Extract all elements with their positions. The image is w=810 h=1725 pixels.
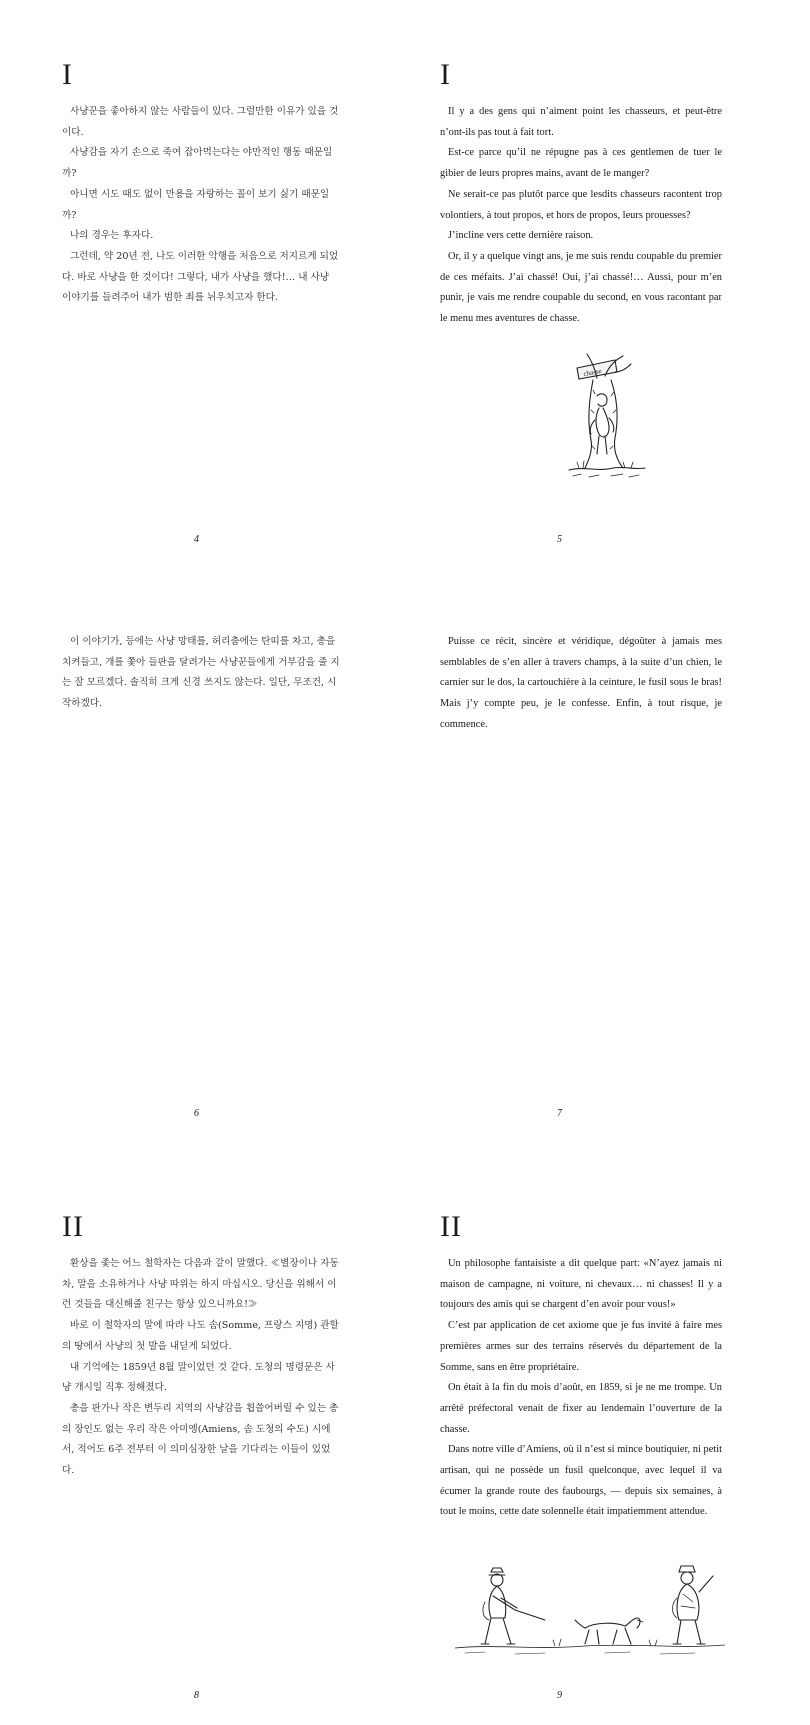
chapter-heading: II	[440, 1210, 462, 1243]
paragraph: On était à la fin du mois d’août, en 1859, si je ne me trompe. Un arrêté préfectoral venait de fixer au lendemain l’ouverture de la chasse.	[440, 1382, 722, 1435]
paragraph: J’incline vers cette dernière raison.	[448, 230, 594, 242]
paragraph: 나의 경우는 후자다.	[70, 230, 154, 242]
page-number: 5	[557, 534, 562, 545]
page-5	[405, 0, 810, 575]
paragraph: Est-ce parce qu’il ne répugne pas à ces gentlemen de tuer le gibier de leurs propres mains, avant de le manger?	[440, 147, 722, 180]
page-number: 9	[557, 1690, 562, 1701]
paragraph: C’est par application de cet axiome que je fus invité à faire mes premières armes sur des terrains réservés du département de la Somme, sans en être propriétaire.	[440, 1320, 722, 1373]
spread-pages-6-7	[0, 575, 810, 1150]
paragraph: Un philosophe fantaisiste a dit quelque part: «N’ayez jamais ni maison de campagne, ni voiture, ni chevaux… ni chasses! Il y a toujours des amis qui se chargent d’en avoir pour vous!»	[440, 1258, 722, 1311]
page-4	[0, 0, 405, 575]
chapter-heading: I	[62, 58, 73, 91]
paragraph: 환상을 좇는 어느 철학자는 다음과 같이 말했다. ≪별장이나 자동차, 말을 소유하거나 사냥 따위는 하지 마십시오. 당신을 위해서 이런 것들을 대신해줄 친구는 항상 있으니까요!≫	[62, 1258, 339, 1311]
sign-text: chasse	[582, 366, 603, 378]
page-number: 7	[557, 1108, 562, 1119]
page-number: 6	[194, 1108, 199, 1119]
paragraph: 아니면 시도 때도 없이 만용을 자랑하는 꼴이 보기 싫기 때문일까?	[62, 188, 330, 221]
body-text	[62, 102, 340, 309]
paragraph: 사냥꾼을 좋아하지 않는 사람들이 있다. 그럴만한 이유가 있을 것이다.	[62, 106, 339, 138]
paragraph: Puisse ce récit, sincère et véridique, dégoûter à jamais mes semblables de s’en aller à travers champs, à la suite d’un chien, le carnier sur le dos, la cartouchière à la ceinture, le fusil sous le bras! Mais j’y compte peu, je le confesse. Enfin, à tout risque, je commence.	[440, 636, 722, 730]
chapter-heading: II	[62, 1210, 84, 1243]
paragraph: Il y a des gens qui n’aiment point les chasseurs, et peut-être n’ont-ils pas tout à fait tort.	[440, 106, 722, 138]
spread-pages-8-9	[0, 1150, 810, 1725]
paragraph: Ne serait-ce pas plutôt parce que lesdits chasseurs racontent trop volontiers, à tout propos, et hors de propos, leurs prouesses?	[440, 188, 722, 221]
paragraph: Or, il y a quelque vingt ans, je me suis rendu coupable du premier de ces méfaits. J’ai chassé! Oui, j’ai chassé!… Aussi, pour m’en punir, je vais me rendre coupable du second, en vous racontant par le menu mes aventures de chasse.	[440, 250, 722, 325]
page-6	[0, 575, 405, 1150]
paragraph: 그런데, 약 20년 전, 나도 이러한 악행을 처음으로 저지르게 되었다. 바로 사냥을 한 것이다! 그렇다, 내가 사냥을 했다!… 내 사냥 이야기를 들려주어 내가 범한 죄를 뉘우치고자 한다.	[62, 250, 339, 304]
paragraph: Dans notre ville d’Amiens, où il n’est si mince boutiquier, ni petit artisan, qui ne possède un fusil quelconque, avec lequel il va écumer la grande route des faubourgs, — depuis six semaines, à tout le moins, cette date solennelle était impatiemment attendue.	[440, 1444, 722, 1518]
paragraph: 총을 판가나 작은 변두리 지역의 사냥감을 휩쓸어버릴 수 있는 총의 장인도 없는 우리 작은 아미엥(Amiens, 솜 도청의 수도) 시에서, 적어도 6주 전부터 이 의미심장한 날을 기다리는 이들이 있었다.	[62, 1402, 339, 1477]
body-text	[62, 1254, 340, 1482]
page-number: 4	[194, 534, 199, 545]
paragraph: 바로 이 철학자의 말에 따라 나도 솜(Somme, 프랑스 지명) 관할의 땅에서 사냥의 첫 발을 내딛게 되었다.	[62, 1320, 339, 1352]
body-text	[440, 102, 722, 330]
hunters-and-dog-illustration	[455, 1558, 725, 1658]
paragraph: 내 기억에는 1859년 8월 말이었던 것 같다. 도청의 명령문은 사냥 개시일 직후 정해졌다.	[62, 1361, 335, 1394]
page-9	[405, 1150, 810, 1725]
body-text	[440, 632, 722, 736]
paragraph: 사냥감을 자기 손으로 죽여 잡아먹는다는 야만적인 행동 때문일까?	[62, 147, 333, 180]
paragraph: 이 이야기가, 등에는 사냥 망태를, 허리춤에는 탄띠를 차고, 총을 치켜들고, 개를 쫓아 들판을 달려가는 사냥꾼들에게 거부감을 줄 지는 잘 모르겠다. 솔직히 크게 신경 쓰지도 않는다. 일단, 무조건, 시작하겠다.	[62, 636, 340, 710]
page-8	[0, 1150, 405, 1725]
page-7	[405, 575, 810, 1150]
spread-pages-4-5	[0, 0, 810, 575]
page-number: 8	[194, 1690, 199, 1701]
body-text	[440, 1254, 722, 1523]
tree-trunk-figure-illustration	[565, 350, 647, 482]
chapter-heading: I	[440, 58, 451, 91]
body-text	[62, 632, 340, 715]
